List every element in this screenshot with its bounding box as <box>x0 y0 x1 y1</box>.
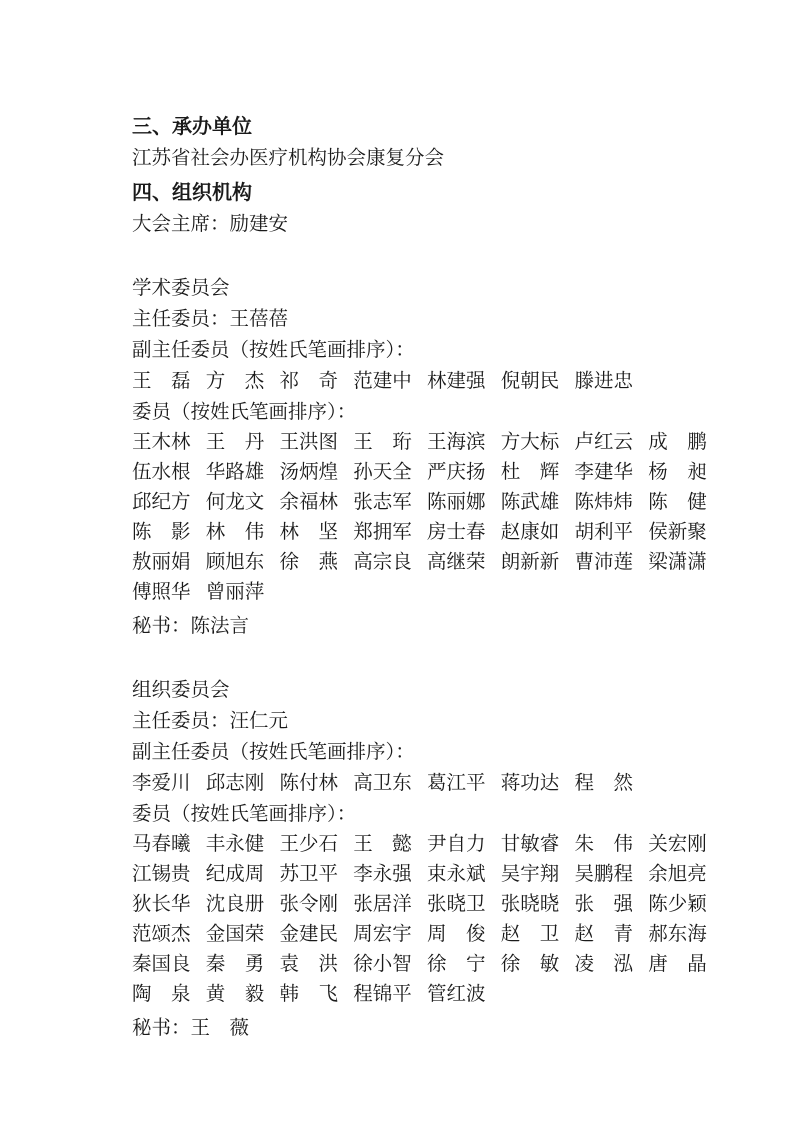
person-name: 徐 燕 <box>279 550 339 573</box>
person-name: 朱 伟 <box>574 832 634 855</box>
host-organization: 江苏省社会办医疗机构协会康复分会 <box>132 146 445 169</box>
person-name: 韩 飞 <box>279 982 339 1005</box>
person-name: 吴宇翔 <box>500 862 560 885</box>
person-name: 房士春 <box>427 520 486 543</box>
person-name: 成 鹏 <box>648 430 707 453</box>
person-name: 余福林 <box>279 490 339 513</box>
person-name: 陈炜炜 <box>574 490 634 513</box>
person-name: 周宏宇 <box>353 922 412 945</box>
person-name: 葛江平 <box>427 771 486 794</box>
person-name: 张晓晓 <box>500 892 560 915</box>
person-name: 邱纪方 <box>132 490 191 513</box>
person-name: 赵康如 <box>500 520 560 543</box>
person-name: 高继荣 <box>427 550 486 573</box>
person-name: 王 珩 <box>353 430 412 453</box>
person-name: 王洪图 <box>279 430 339 453</box>
person-name: 杨 昶 <box>648 460 707 483</box>
person-name: 曾丽萍 <box>205 580 265 603</box>
person-name: 梁潇潇 <box>648 550 707 573</box>
person-name: 王少石 <box>279 832 339 855</box>
person-name: 赵 卫 <box>500 922 560 945</box>
person-name: 严庆扬 <box>427 460 486 483</box>
organizing-members-list <box>132 830 722 1010</box>
section-3-heading: 三、承办单位 <box>132 114 252 138</box>
person-name: 滕进忠 <box>574 369 634 392</box>
organizing-members-label: 委员（按姓氏笔画排序）： <box>132 802 357 825</box>
person-name: 丰永健 <box>205 832 265 855</box>
person-name: 陈付林 <box>279 771 339 794</box>
academic-director: 主任委员：王蓓蓓 <box>132 307 289 330</box>
person-name: 李建华 <box>574 460 634 483</box>
person-name: 林建强 <box>427 369 486 392</box>
person-name: 马春曦 <box>132 832 191 855</box>
person-name: 范建中 <box>353 369 412 392</box>
person-name: 袁 洪 <box>279 952 339 975</box>
person-name: 王木林 <box>132 430 191 453</box>
person-name: 王 丹 <box>205 430 265 453</box>
person-name: 祁 奇 <box>279 369 339 392</box>
person-name: 束永斌 <box>427 862 486 885</box>
person-name: 吴鹏程 <box>574 862 634 885</box>
person-name: 凌 泓 <box>574 952 634 975</box>
person-name: 徐小智 <box>353 952 412 975</box>
person-name: 王 磊 <box>132 369 191 392</box>
person-name: 唐 晶 <box>648 952 707 975</box>
person-name: 蒋功达 <box>500 771 560 794</box>
person-name: 张晓卫 <box>427 892 486 915</box>
person-name: 陈少颖 <box>648 892 707 915</box>
person-name: 方大标 <box>500 430 560 453</box>
person-name: 高卫东 <box>353 771 412 794</box>
person-name: 秦 勇 <box>205 952 265 975</box>
person-name: 尹自力 <box>427 832 486 855</box>
person-name: 纪成周 <box>205 862 265 885</box>
person-name: 敖丽娟 <box>132 550 191 573</box>
person-name: 高宗良 <box>353 550 412 573</box>
person-name: 陈 健 <box>648 490 707 513</box>
person-name: 甘敏睿 <box>500 832 560 855</box>
person-name: 倪朝民 <box>500 369 560 392</box>
person-name: 秦国良 <box>132 952 191 975</box>
person-name: 徐 宁 <box>427 952 486 975</box>
academic-members-label: 委员（按姓氏笔画排序）： <box>132 400 357 423</box>
person-name: 陈 影 <box>132 520 191 543</box>
person-name: 郝东海 <box>648 922 707 945</box>
person-name: 何龙文 <box>205 490 265 513</box>
person-name: 陈武雄 <box>500 490 560 513</box>
organizing-vice-label: 副主任委员（按姓氏笔画排序）： <box>132 740 415 763</box>
person-name: 沈良册 <box>205 892 265 915</box>
person-name: 曹沛莲 <box>574 550 634 573</box>
person-name: 周 俊 <box>427 922 486 945</box>
person-name: 张居洋 <box>353 892 412 915</box>
person-name: 李永强 <box>353 862 412 885</box>
organizing-secretary: 秘书：王 薇 <box>132 1016 250 1039</box>
person-name: 林 坚 <box>279 520 339 543</box>
person-name: 汤炳煌 <box>279 460 339 483</box>
conference-chair: 大会主席：励建安 <box>132 212 289 235</box>
person-name: 华路雄 <box>205 460 265 483</box>
person-name: 黄 毅 <box>205 982 265 1005</box>
person-name: 伍水根 <box>132 460 191 483</box>
person-name: 江锡贵 <box>132 862 191 885</box>
person-name: 金国荣 <box>205 922 265 945</box>
person-name: 张志军 <box>353 490 412 513</box>
person-name: 傅照华 <box>132 580 191 603</box>
person-name: 范颂杰 <box>132 922 191 945</box>
person-name: 狄长华 <box>132 892 191 915</box>
person-name: 卢红云 <box>574 430 634 453</box>
person-name: 杜 辉 <box>500 460 560 483</box>
person-name: 关宏刚 <box>648 832 707 855</box>
person-name: 苏卫平 <box>279 862 339 885</box>
person-name: 王 懿 <box>353 832 412 855</box>
person-name: 赵 青 <box>574 922 634 945</box>
person-name: 朗新新 <box>500 550 560 573</box>
academic-vice-label: 副主任委员（按姓氏笔画排序）： <box>132 338 415 361</box>
person-name: 郑拥军 <box>353 520 412 543</box>
person-name: 侯新聚 <box>648 520 707 543</box>
person-name: 顾旭东 <box>205 550 265 573</box>
person-name: 林 伟 <box>205 520 265 543</box>
person-name: 方 杰 <box>205 369 265 392</box>
organizing-vice-list <box>132 769 722 799</box>
person-name: 张令刚 <box>279 892 339 915</box>
academic-secretary: 秘书：陈法言 <box>132 614 250 637</box>
person-name: 孙天全 <box>353 460 412 483</box>
person-name: 程锦平 <box>353 982 412 1005</box>
person-name: 张 强 <box>574 892 634 915</box>
academic-members-list <box>132 428 722 608</box>
organizing-committee-title: 组织委员会 <box>132 678 230 701</box>
academic-vice-list <box>132 367 722 397</box>
person-name: 管红波 <box>427 982 486 1005</box>
section-4-heading: 四、组织机构 <box>132 180 252 204</box>
person-name: 王海滨 <box>427 430 486 453</box>
person-name: 胡利平 <box>574 520 634 543</box>
person-name: 程 然 <box>574 771 634 794</box>
organizing-director: 主任委员：汪仁元 <box>132 709 289 732</box>
academic-committee-title: 学术委员会 <box>132 276 230 299</box>
person-name: 李爱川 <box>132 771 191 794</box>
person-name: 金建民 <box>279 922 339 945</box>
person-name: 陶 泉 <box>132 982 191 1005</box>
person-name: 余旭亮 <box>648 862 707 885</box>
person-name: 徐 敏 <box>500 952 560 975</box>
person-name: 邱志刚 <box>205 771 265 794</box>
person-name: 陈丽娜 <box>427 490 486 513</box>
